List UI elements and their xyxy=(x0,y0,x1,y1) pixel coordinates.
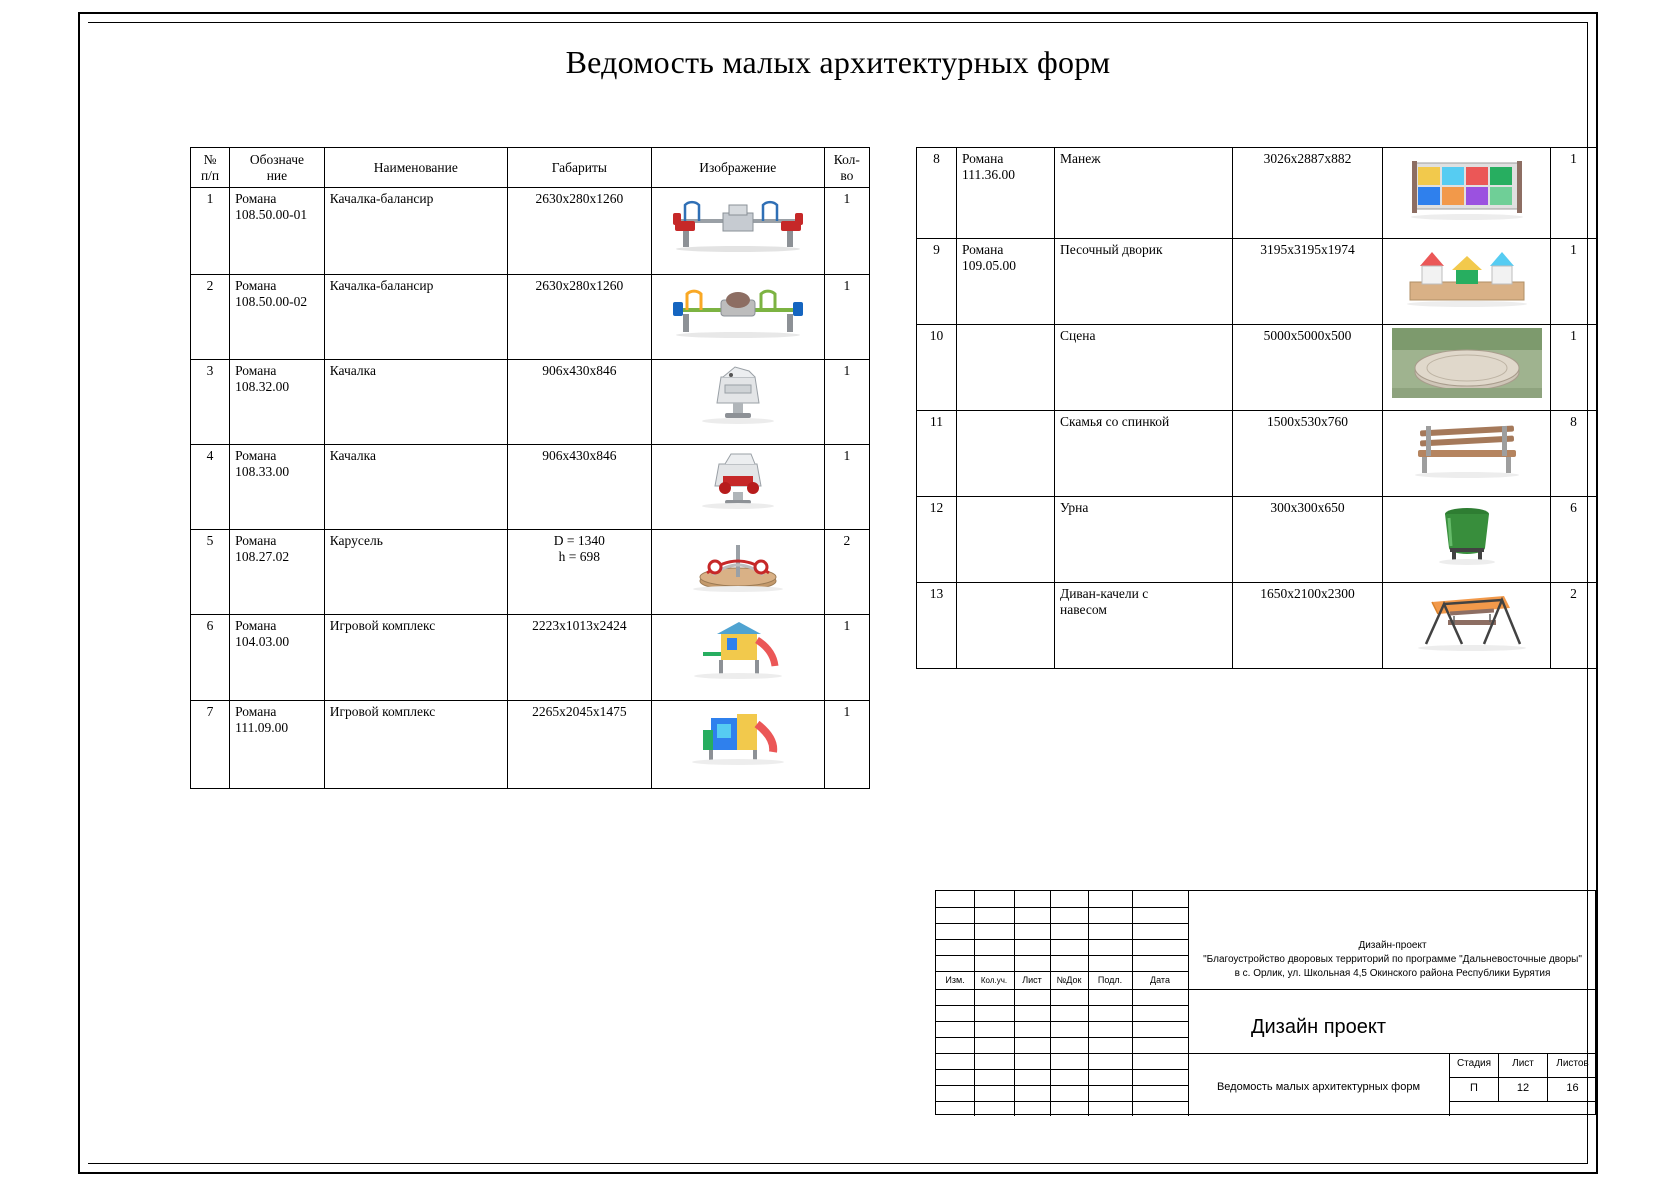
cell-name xyxy=(1055,583,1233,669)
stage-icon xyxy=(1392,328,1542,398)
table-row xyxy=(917,583,1597,669)
cell-code xyxy=(230,701,325,789)
cell-name: Игровой комплекс xyxy=(324,615,507,701)
cell-num: 5 xyxy=(191,530,230,615)
cell-code-line2: 109.05.00 xyxy=(962,258,1016,273)
cell-code-line2: 108.50.00-01 xyxy=(235,207,308,223)
cell-code xyxy=(957,411,1055,497)
sheet-value: 12 xyxy=(1516,1082,1530,1094)
cell-name: Манеж xyxy=(1055,148,1233,239)
project-line-1: Дизайн-проект xyxy=(1358,940,1427,951)
header-name: Наименование xyxy=(324,148,507,188)
cell-dimensions: 3195х3195х1974 xyxy=(1233,239,1383,325)
cell-name: Сцена xyxy=(1055,325,1233,411)
cell-code-line1: Романа xyxy=(962,151,1004,166)
cell-image xyxy=(1383,239,1551,325)
header-num-line1: № xyxy=(203,152,217,167)
cell-num: 1 xyxy=(191,188,230,275)
title-block xyxy=(935,890,1596,1115)
tb-label-nomdok: №Док xyxy=(1056,975,1082,985)
cell-code-line2: 108.32.00 xyxy=(235,379,290,395)
cell-name: Качалка xyxy=(324,360,507,445)
cell-code-line2: 108.33.00 xyxy=(235,464,290,480)
cell-qty: 1 xyxy=(1551,239,1597,325)
carousel-icon xyxy=(663,533,813,595)
header-code xyxy=(230,148,325,188)
table-row xyxy=(191,188,870,275)
tb-label-data: Дата xyxy=(1150,975,1170,985)
cell-code-line2: 108.27.02 xyxy=(235,549,290,565)
cell-image xyxy=(1383,583,1551,669)
cell-code-line1: Романа xyxy=(235,533,277,549)
cell-qty: 1 xyxy=(824,360,869,445)
cell-num: 4 xyxy=(191,445,230,530)
drawing-sheet xyxy=(78,12,1598,1174)
cell-dimensions-line2: h = 698 xyxy=(558,549,601,565)
cell-dimensions-line1: D = 1340 xyxy=(553,533,605,549)
cell-num: 6 xyxy=(191,615,230,701)
cell-code xyxy=(230,360,325,445)
cell-name: Скамья со спинкой xyxy=(1055,411,1233,497)
table-row xyxy=(917,148,1597,239)
cell-code-line1: Романа xyxy=(962,242,1004,257)
stage-value: П xyxy=(1470,1082,1478,1094)
project-line-2: "Благоустройство дворовых территорий по программе "Дальневосточные дворы" xyxy=(1203,954,1582,965)
cell-dimensions: 906х430х846 xyxy=(507,360,651,445)
bench-icon xyxy=(1392,414,1542,480)
cell-code xyxy=(230,188,325,275)
cell-num: 11 xyxy=(917,411,957,497)
cell-name: Качалка xyxy=(324,445,507,530)
cell-image xyxy=(651,445,824,530)
cell-name: Песочный дворик xyxy=(1055,239,1233,325)
cell-code xyxy=(957,148,1055,239)
cell-image xyxy=(1383,325,1551,411)
cell-code-line2: 111.36.00 xyxy=(962,167,1015,182)
cell-dimensions: 2223х1013х2424 xyxy=(507,615,651,701)
header-qty-line1: Кол- xyxy=(833,152,860,167)
cell-dimensions: 3026х2887х882 xyxy=(1233,148,1383,239)
cell-name: Карусель xyxy=(324,530,507,615)
cell-name-line2: навесом xyxy=(1060,602,1107,617)
spring-rider-car-icon xyxy=(663,448,813,510)
table-header-row xyxy=(191,148,870,188)
tb-label-podp: Подл. xyxy=(1097,975,1123,985)
cell-name: Качалка-балансир xyxy=(324,275,507,360)
table-row xyxy=(191,275,870,360)
header-code-line1: Обозначе xyxy=(249,152,304,167)
cell-num: 9 xyxy=(917,239,957,325)
cell-num: 13 xyxy=(917,583,957,669)
page-title: Ведомость малых архитектурных форм xyxy=(565,44,1111,80)
cell-image xyxy=(651,188,824,275)
cell-code-line1: Романа xyxy=(235,704,277,720)
sheets-label: Листов xyxy=(1556,1058,1589,1069)
table-row xyxy=(917,497,1597,583)
cell-qty: 1 xyxy=(824,615,869,701)
play-complex-small-icon xyxy=(663,618,813,680)
header-image: Изображение xyxy=(651,148,824,188)
cell-code xyxy=(230,275,325,360)
cell-qty: 1 xyxy=(1551,148,1597,239)
cell-qty: 2 xyxy=(1551,583,1597,669)
swing-sofa-icon xyxy=(1392,586,1542,656)
cell-code-line1: Романа xyxy=(235,191,277,207)
cell-code-line1: Романа xyxy=(235,618,277,634)
seesaw-red-icon xyxy=(663,191,813,253)
cell-num: 7 xyxy=(191,701,230,789)
cell-image xyxy=(651,701,824,789)
cell-image xyxy=(1383,411,1551,497)
cell-qty: 1 xyxy=(824,445,869,530)
cell-dimensions: 2630х280х1260 xyxy=(507,275,651,360)
table-row xyxy=(191,701,870,789)
play-complex-slide-icon xyxy=(663,704,813,766)
tb-label-list: Лист xyxy=(1022,975,1042,985)
maf-table-right xyxy=(916,147,1597,669)
cell-image xyxy=(651,615,824,701)
trash-bin-icon xyxy=(1392,500,1542,566)
cell-qty: 1 xyxy=(824,188,869,275)
cell-dimensions: 5000х5000х500 xyxy=(1233,325,1383,411)
cell-code xyxy=(957,497,1055,583)
cell-qty: 6 xyxy=(1551,497,1597,583)
header-num-line2: п/п xyxy=(200,167,220,183)
cell-code-line1: Романа xyxy=(235,448,277,464)
cell-code-line1: Романа xyxy=(235,278,277,294)
cell-code xyxy=(230,615,325,701)
tb-label-koluch: Кол.уч. xyxy=(980,976,1008,985)
spring-rider-horse-icon xyxy=(663,363,813,425)
cell-name: Урна xyxy=(1055,497,1233,583)
cell-image xyxy=(651,530,824,615)
cell-num: 2 xyxy=(191,275,230,360)
cell-image xyxy=(651,360,824,445)
cell-qty: 2 xyxy=(824,530,869,615)
stage-name: Дизайн проект xyxy=(1250,1016,1387,1038)
cell-qty: 1 xyxy=(1551,325,1597,411)
cell-code-line2: 108.50.00-02 xyxy=(235,294,308,310)
table-row xyxy=(191,445,870,530)
cell-image xyxy=(651,275,824,360)
cell-dimensions: 906х430х846 xyxy=(507,445,651,530)
cell-image xyxy=(1383,497,1551,583)
sandbox-yard-icon xyxy=(1392,242,1542,312)
header-qty-line2: во xyxy=(840,167,854,183)
cell-code-line2: 111.09.00 xyxy=(235,720,289,736)
seesaw-green-icon xyxy=(663,278,813,340)
table-row xyxy=(191,530,870,615)
playpen-icon xyxy=(1392,151,1542,223)
cell-qty: 1 xyxy=(824,701,869,789)
table-row xyxy=(191,360,870,445)
cell-dimensions: 2630х280х1260 xyxy=(507,188,651,275)
tb-label-izm: Изм. xyxy=(945,975,965,985)
project-line-3: в с. Орлик, ул. Школьная 4,5 Окинского района Республики Бурятия xyxy=(1234,968,1551,979)
cell-qty: 8 xyxy=(1551,411,1597,497)
cell-dimensions: 1650х2100х2300 xyxy=(1233,583,1383,669)
cell-num: 8 xyxy=(917,148,957,239)
table-row xyxy=(917,325,1597,411)
header-qty xyxy=(824,148,869,188)
cell-code xyxy=(230,530,325,615)
sheets-value: 16 xyxy=(1566,1082,1579,1094)
cell-dimensions xyxy=(507,530,651,615)
maf-table-left xyxy=(190,147,870,789)
table-row xyxy=(191,615,870,701)
header-dimensions: Габариты xyxy=(507,148,651,188)
cell-qty: 1 xyxy=(824,275,869,360)
sheet-title: Ведомость малых архитектурных форм xyxy=(1216,1081,1421,1093)
header-code-line2: ние xyxy=(266,167,288,183)
table-row xyxy=(917,411,1597,497)
cell-image xyxy=(1383,148,1551,239)
cell-name: Качалка-балансир xyxy=(324,188,507,275)
cell-code xyxy=(230,445,325,530)
stage-label: Стадия xyxy=(1456,1058,1492,1069)
cell-num: 12 xyxy=(917,497,957,583)
cell-num: 10 xyxy=(917,325,957,411)
cell-code xyxy=(957,583,1055,669)
cell-num: 3 xyxy=(191,360,230,445)
cell-dimensions: 300х300х650 xyxy=(1233,497,1383,583)
header-num xyxy=(191,148,230,188)
cell-code xyxy=(957,325,1055,411)
cell-dimensions: 1500х530х760 xyxy=(1233,411,1383,497)
cell-name-line1: Диван-качели с xyxy=(1060,586,1149,601)
cell-dimensions: 2265х2045х1475 xyxy=(507,701,651,789)
cell-code-line2: 104.03.00 xyxy=(235,634,290,650)
sheet-label: Лист xyxy=(1512,1058,1534,1069)
table-row xyxy=(917,239,1597,325)
cell-code xyxy=(957,239,1055,325)
cell-name: Игровой комплекс xyxy=(324,701,507,789)
cell-code-line1: Романа xyxy=(235,363,277,379)
